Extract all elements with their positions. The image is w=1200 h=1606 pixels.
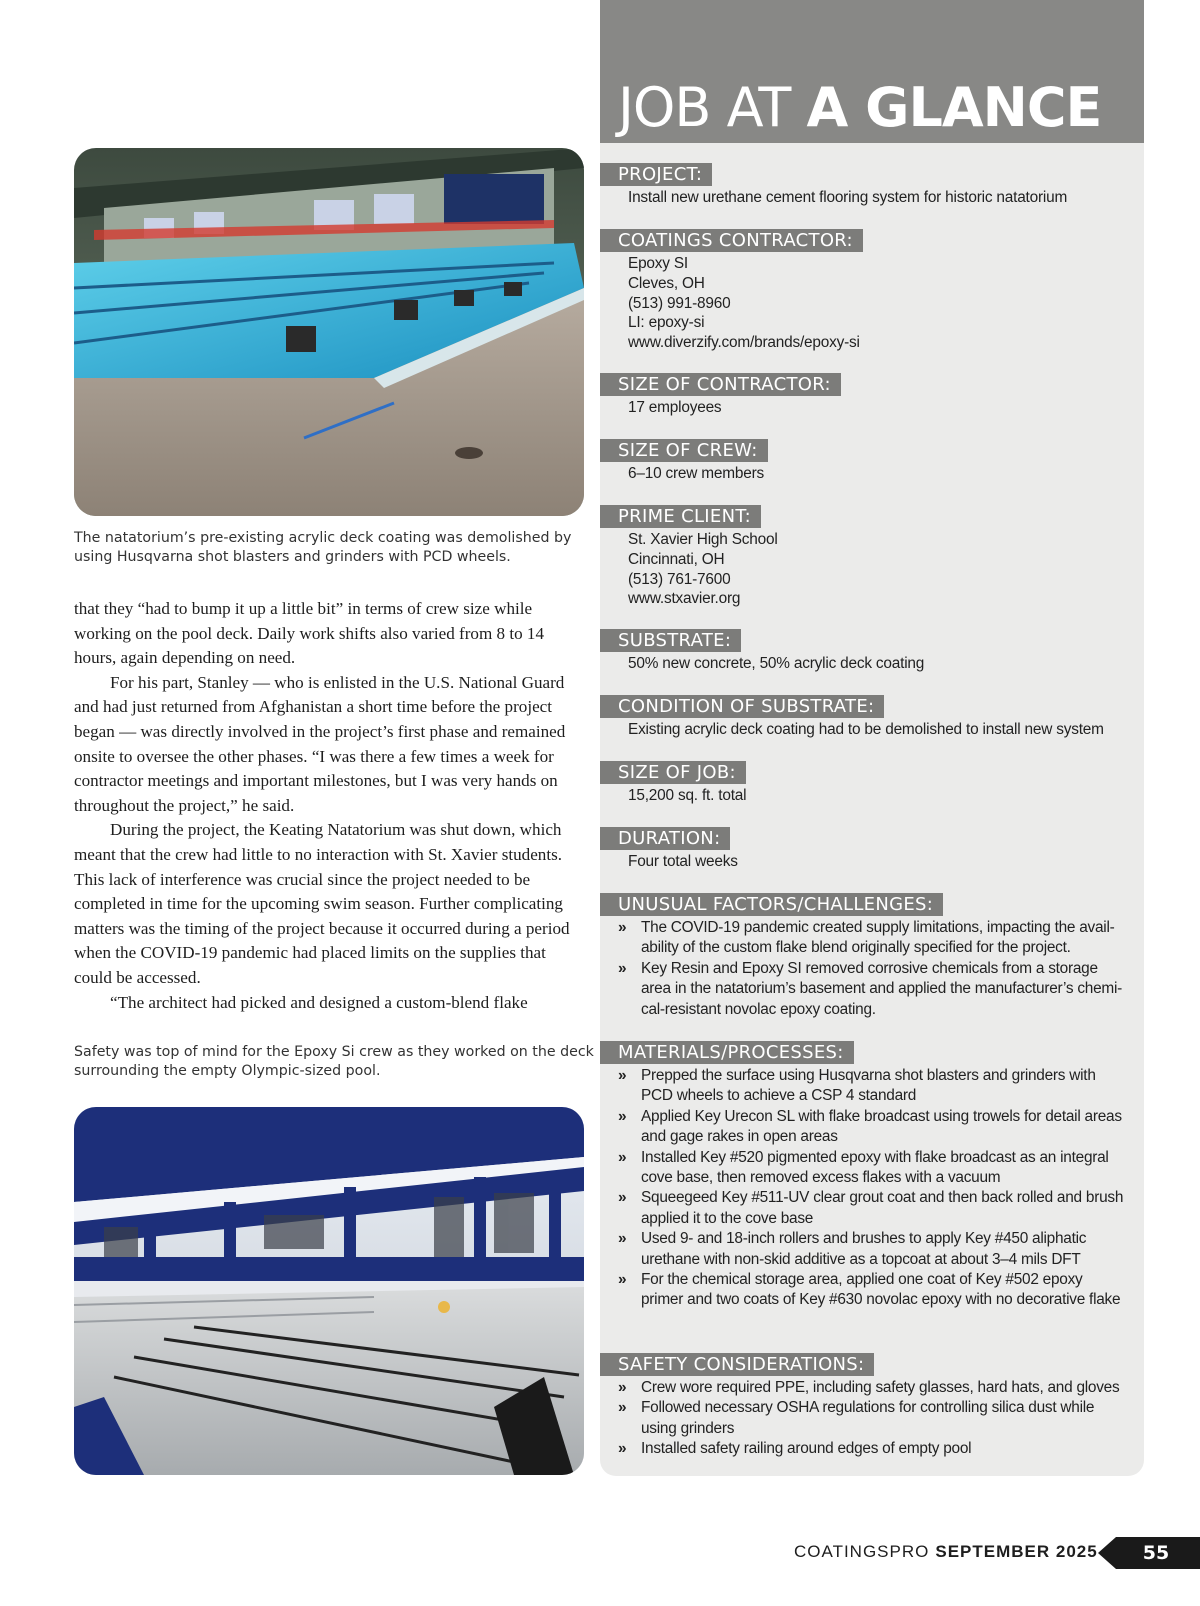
detail-line: LI: epoxy-si — [628, 314, 705, 332]
section-lines — [628, 720, 1144, 740]
section-lines — [628, 398, 1144, 418]
project-section — [600, 163, 1144, 208]
page-number-tab — [1098, 1537, 1200, 1569]
substrate-section — [600, 629, 1144, 674]
detail-line: 50% new concrete, 50% acrylic deck coating — [628, 655, 925, 672]
list-item: » Applied Key Urecon SL with flake broadcast using trowels for detail areas and gage rakes in open areas — [600, 1107, 1144, 1148]
detail-line: www.stxavier.org — [628, 590, 741, 608]
section-label: SAFETY CONSIDERATIONS: — [600, 1353, 874, 1376]
bullet-list — [600, 1066, 1144, 1311]
pool-deck-photo — [74, 148, 584, 516]
section-label: DURATION: — [600, 827, 730, 850]
detail-line: 15,200 sq. ft. total — [628, 787, 747, 804]
job-at-a-glance-sidebar — [600, 0, 1144, 1476]
magazine-name-part1: COATINGS — [794, 1542, 890, 1561]
size-of-job-section — [600, 761, 1144, 806]
section-label: COATINGS CONTRACTOR: — [600, 229, 863, 252]
detail-line: Install new urethane cement flooring system for historic natatorium — [628, 189, 1068, 206]
paragraph: For his part, Stanley — who is enlisted in the U.S. National Guard and had just returned from Afghanistan a short time before the project began — was directly involved in the project’s first phase and remained onsite to oversee the other phases. “I was there a few times a week for contractor meetings and important milestones, but I was very hands on throughout the project,” he said. — [74, 672, 566, 815]
bullet-list — [600, 918, 1144, 1020]
detail-line: Cincinnati, OH — [628, 550, 725, 568]
photo-caption-2: Safety was top of mind for the Epoxy Si crew as they worked on the deck surrounding the empty Olympic-sized pool. — [74, 1044, 594, 1079]
unusual-factors-section — [600, 893, 1144, 1020]
bullet-list — [600, 1378, 1144, 1460]
section-label: SIZE OF JOB: — [600, 761, 746, 784]
safety-considerations-section — [600, 1353, 1144, 1460]
paragraph: During the project, the Keating Natatorium was shut down, which meant that the crew had little to no interaction with St. Xavier students. This lack of interference was crucial since the project needed to be completed in time for the upcoming swim season. Further complicating matters was the timing of the project because it occurred during a period when the COVID-19 pandemic had placed limits on the supplies that could be accessed. — [74, 820, 570, 987]
sidebar-header — [600, 0, 1144, 143]
section-lines — [628, 254, 1144, 353]
section-lines — [628, 464, 1144, 484]
section-label: SIZE OF CONTRACTOR: — [600, 373, 841, 396]
size-of-crew-section — [600, 439, 1144, 484]
list-item: » Prepped the surface using Husqvarna shot blasters and grinders with PCD wheels to achieve a CSP 4 standard — [600, 1066, 1144, 1107]
section-label: PRIME CLIENT: — [600, 505, 761, 528]
section-lines — [628, 852, 1144, 872]
list-item: » Followed necessary OSHA regulations for controlling silica dust while using grinders — [600, 1398, 1144, 1439]
pool-deck-image — [74, 148, 584, 516]
detail-line: 17 employees — [628, 399, 722, 416]
detail-line: Four total weeks — [628, 853, 738, 870]
issue-date: SEPTEMBER 2025 — [935, 1542, 1098, 1561]
detail-line: Cleves, OH — [628, 274, 705, 292]
detail-line: www.diverzify.com/brands/epoxy-si — [628, 334, 860, 352]
section-label: PROJECT: — [600, 163, 712, 186]
sidebar-title-light: JOB AT — [618, 76, 807, 139]
list-item: » Squeegeed Key #511-UV clear grout coat and then back rolled and brush applied it to the cove base — [600, 1188, 1144, 1229]
size-of-contractor-section — [600, 373, 1144, 418]
photo-caption-1: The natatorium’s pre-existing acrylic deck coating was demolished by using Husqvarna shot blasters and grinders with PCD wheels. — [74, 530, 572, 565]
page-number: 55 — [1142, 1542, 1170, 1564]
detail-line: 6–10 crew members — [628, 465, 765, 482]
page-footer — [794, 1540, 1098, 1564]
detail-line: (513) 991-8960 — [628, 294, 731, 312]
empty-pool-image — [74, 1107, 584, 1475]
section-lines — [628, 786, 1144, 806]
list-item: » Installed Key #520 pigmented epoxy with flake broadcast as an integral cove base, then removed excess flakes with a vacuum — [600, 1148, 1144, 1189]
list-item: » Crew wore required PPE, including safety glasses, hard hats, and gloves — [600, 1378, 1144, 1398]
section-lines — [628, 654, 1144, 674]
list-item: » Installed safety railing around edges of empty pool — [600, 1439, 1144, 1459]
prime-client-section — [600, 505, 1144, 609]
section-lines — [628, 530, 1144, 609]
list-item: » For the chemical storage area, applied one coat of Key #502 epoxy primer and two coats of Key #630 novolac epoxy with no decorative flake — [600, 1270, 1144, 1311]
section-label: SIZE OF CREW: — [600, 439, 768, 462]
article-body — [74, 597, 586, 1015]
section-label: UNUSUAL FACTORS/CHALLENGES: — [600, 893, 943, 916]
list-item: » Used 9- and 18-inch rollers and brushes to apply Key #450 aliphatic urethane with non-skid additive as a topcoat at about 3–4 mils DFT — [600, 1229, 1144, 1270]
section-label: SUBSTRATE: — [600, 629, 741, 652]
sidebar-title — [618, 76, 1101, 140]
detail-line: Existing acrylic deck coating had to be demolished to install new system — [628, 721, 1104, 738]
section-label: CONDITION OF SUBSTRATE: — [600, 695, 884, 718]
sidebar-title-bold: A GLANCE — [806, 76, 1102, 139]
detail-line: (513) 761-7600 — [628, 570, 731, 588]
condition-of-substrate-section — [600, 695, 1144, 740]
materials-processes-section — [600, 1041, 1144, 1311]
section-label: MATERIALS/PROCESSES: — [600, 1041, 854, 1064]
list-item: » The COVID-19 pandemic created supply limitations, impacting the avail-ability of the custom flake blend originally specified for the project. — [600, 918, 1144, 959]
paragraph: “The architect had picked and designed a custom-blend flake — [110, 992, 528, 1012]
empty-pool-photo — [74, 1107, 584, 1475]
section-lines — [628, 188, 1144, 208]
list-item: » Key Resin and Epoxy SI removed corrosive chemicals from a storage area in the natatorium’s basement and applied the manufacturer’s chemi-cal-resistant novolac epoxy coating. — [600, 959, 1144, 1020]
paragraph: that they “had to bump it up a little bit” in terms of crew size while working on the pool deck. Daily work shifts also varied from 8 to 14 hours, again depending on need. — [74, 599, 544, 668]
coatings-contractor-section — [600, 229, 1144, 353]
duration-section — [600, 827, 1144, 872]
detail-line: Epoxy SI — [628, 255, 688, 272]
detail-line: St. Xavier High School — [628, 531, 778, 548]
magazine-name-part2: PRO — [889, 1542, 930, 1561]
